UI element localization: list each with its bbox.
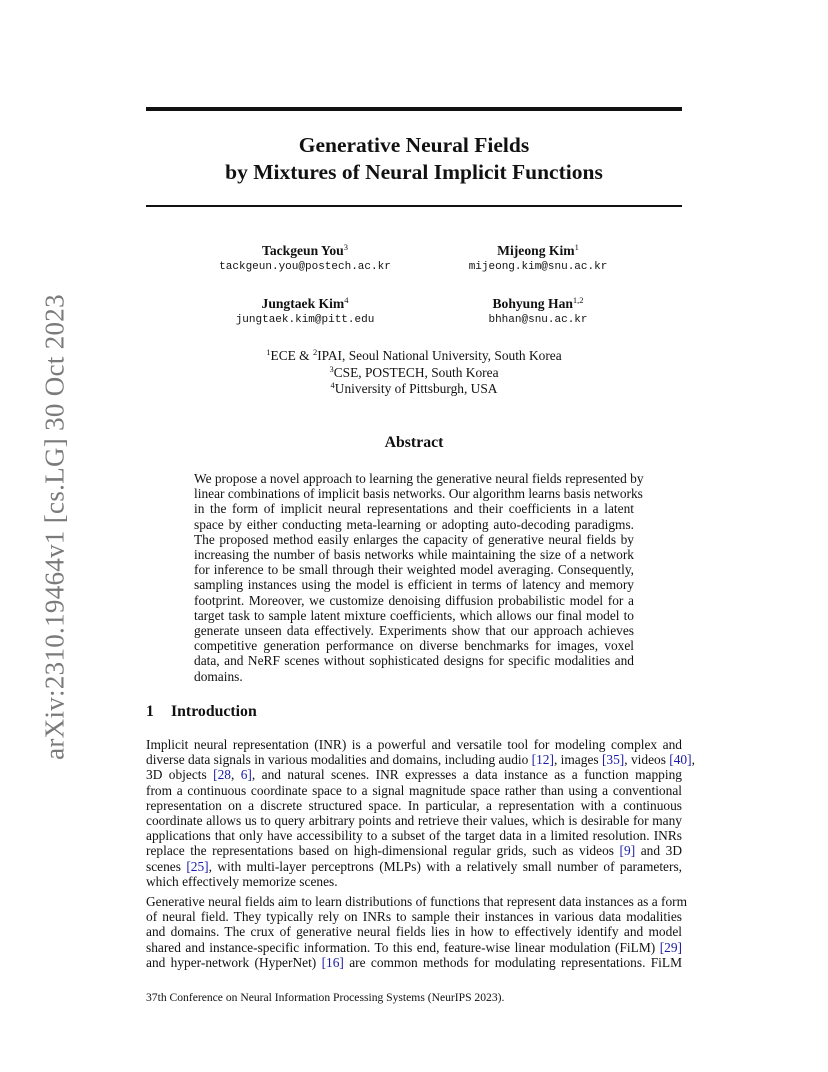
text-line: from a continuous coordinate space to a signal magnitude space rather than using a conventional <box>146 782 682 798</box>
abstract-line: data, and NeRF scenes without sophisticated designs for specific modalities and <box>194 653 634 669</box>
text-line: coordinate allows us to query arbitrary points and retrieve their values, which is desirable for many <box>146 813 682 829</box>
abstract-line: in the form of implicit neural representations and their coefficients in a latent <box>194 501 634 517</box>
abstract-line: We propose a novel approach to learning the generative neural fields represented by <box>194 471 644 486</box>
title-line-2: by Mixtures of Neural Implicit Functions <box>225 160 603 184</box>
author-name: Tackgeun You$^3$ <box>262 242 348 258</box>
abstract-line: increasing the number of basis networks while maintaining the size of a network <box>194 547 634 563</box>
section-number: 1 <box>146 703 154 720</box>
abstract-line: footprint. Moreover, we customize denoising diffusion probabilistic model for a <box>194 592 634 608</box>
citation-link[interactable]: [35] <box>601 752 625 768</box>
citation-link[interactable]: [12] <box>531 752 554 768</box>
section-title: Introduction <box>171 703 257 720</box>
affiliation-line: $^3$CSE, POSTECH, South Korea <box>329 363 499 380</box>
citation-link[interactable]: 6] <box>240 767 252 783</box>
affiliation-line: $^1$ECE & $^2$IPAI, Seoul National University, South Korea <box>266 347 562 363</box>
abstract-line: domains. <box>194 668 243 684</box>
author-name: Bohyung Han$^{1,2}$ <box>492 295 584 311</box>
citation-link[interactable]: [40] <box>669 752 692 768</box>
citation-link[interactable]: [16] <box>321 954 344 970</box>
abstract-line: for inference to be small through their weighted model averaging. Consequently, <box>194 562 634 578</box>
text-line: diverse data signals in various modalities and domains, including audio [12], images [35], videos [40], <box>146 752 695 768</box>
arxiv-identifier: arXiv:2310.19464v1 [cs.LG] 30 Oct 2023 <box>39 294 70 760</box>
affiliation-line: $^4$University of Pittsburgh, USA <box>330 380 498 396</box>
author-block <box>428 295 648 328</box>
text-line: 3D objects [28, 6], and natural scenes. INR expresses a data instance as a function mapping <box>146 767 682 783</box>
text-line: scenes [25], with multi-layer perceptrons (MLPs) with a relatively small number of parameters, <box>146 858 682 874</box>
paper-title <box>146 132 682 186</box>
text-line: shared and instance-specific information. To this end, feature-wise linear modulation (FiLM) [29] <box>146 939 682 955</box>
citation-link[interactable]: [28 <box>213 767 231 783</box>
text-line: which effectively memorize scenes. <box>146 873 338 889</box>
author-block <box>428 242 648 275</box>
citation-link[interactable]: [25] <box>186 858 209 874</box>
abstract-line: target task to sample latent mixture coefficients, which allows our final model to <box>194 607 634 623</box>
abstract-body <box>194 471 644 684</box>
intro-paragraph-1 <box>146 737 695 889</box>
abstract-heading: Abstract <box>384 434 444 451</box>
text-line: applications that only have accessibility to a subset of the target data in a limited resolution. INRs <box>146 828 682 844</box>
author-name: Jungtaek Kim$^4$ <box>261 295 349 311</box>
title-line-1: Generative Neural Fields <box>298 133 530 157</box>
intro-paragraph-2 <box>146 894 688 970</box>
text-line: and hyper-network (HyperNet) [16] are common methods for modulating representations. FiLM <box>146 954 682 970</box>
author-block <box>195 242 415 275</box>
citation-link[interactable]: [9] <box>619 843 636 859</box>
abstract-line: generate unseen data effectively. Experiments show that our approach achieves <box>194 623 634 639</box>
title-bottom-rule <box>146 205 682 207</box>
author-email[interactable]: mijeong.kim@snu.ac.kr <box>468 261 608 273</box>
conference-footnote: 37th Conference on Neural Information Processing Systems (NeurIPS 2023). <box>146 991 505 1004</box>
author-email[interactable]: jungtaek.kim@pitt.edu <box>235 314 375 326</box>
author-email[interactable]: bhhan@snu.ac.kr <box>488 314 588 326</box>
section-heading <box>146 703 257 721</box>
text-line: Implicit neural representation (INR) is a powerful and versatile tool for modeling complex and <box>146 737 682 752</box>
abstract-line: linear combinations of implicit basis networks. Our algorithm learns basis networks <box>194 486 643 502</box>
abstract-line: The proposed method easily enlarges the capacity of generative neural fields by <box>194 531 634 547</box>
text-line: representation on a discrete structured space. In particular, a representation with a continuous <box>146 797 682 813</box>
abstract-line: sampling instances using the model is efficient in terms of latency and memory <box>194 577 634 593</box>
text-line: Generative neural fields aim to learn distributions of functions that represent data instances as a form <box>146 894 688 909</box>
text-line: replace the representations based on high-dimensional regular grids, such as videos [9] and 3D <box>146 843 682 859</box>
abstract-line: space by either conducting meta-learning or adopting auto-decoding paradigms. <box>194 516 634 532</box>
title-top-rule <box>146 107 682 111</box>
affiliations <box>146 348 682 398</box>
abstract-line: competitive generation performance on diverse benchmarks for images, voxel <box>194 638 634 654</box>
author-name: Mijeong Kim$^1$ <box>497 242 579 258</box>
text-line: of neural field. They typically rely on INRs to sample their instances in various data modalities <box>146 909 682 925</box>
citation-link[interactable]: [29] <box>659 939 682 955</box>
author-block <box>195 295 415 328</box>
author-email[interactable]: tackgeun.you@postech.ac.kr <box>219 261 391 273</box>
text-line: and domains. The crux of generative neural fields lies in how to effectively identify and model <box>146 924 682 940</box>
